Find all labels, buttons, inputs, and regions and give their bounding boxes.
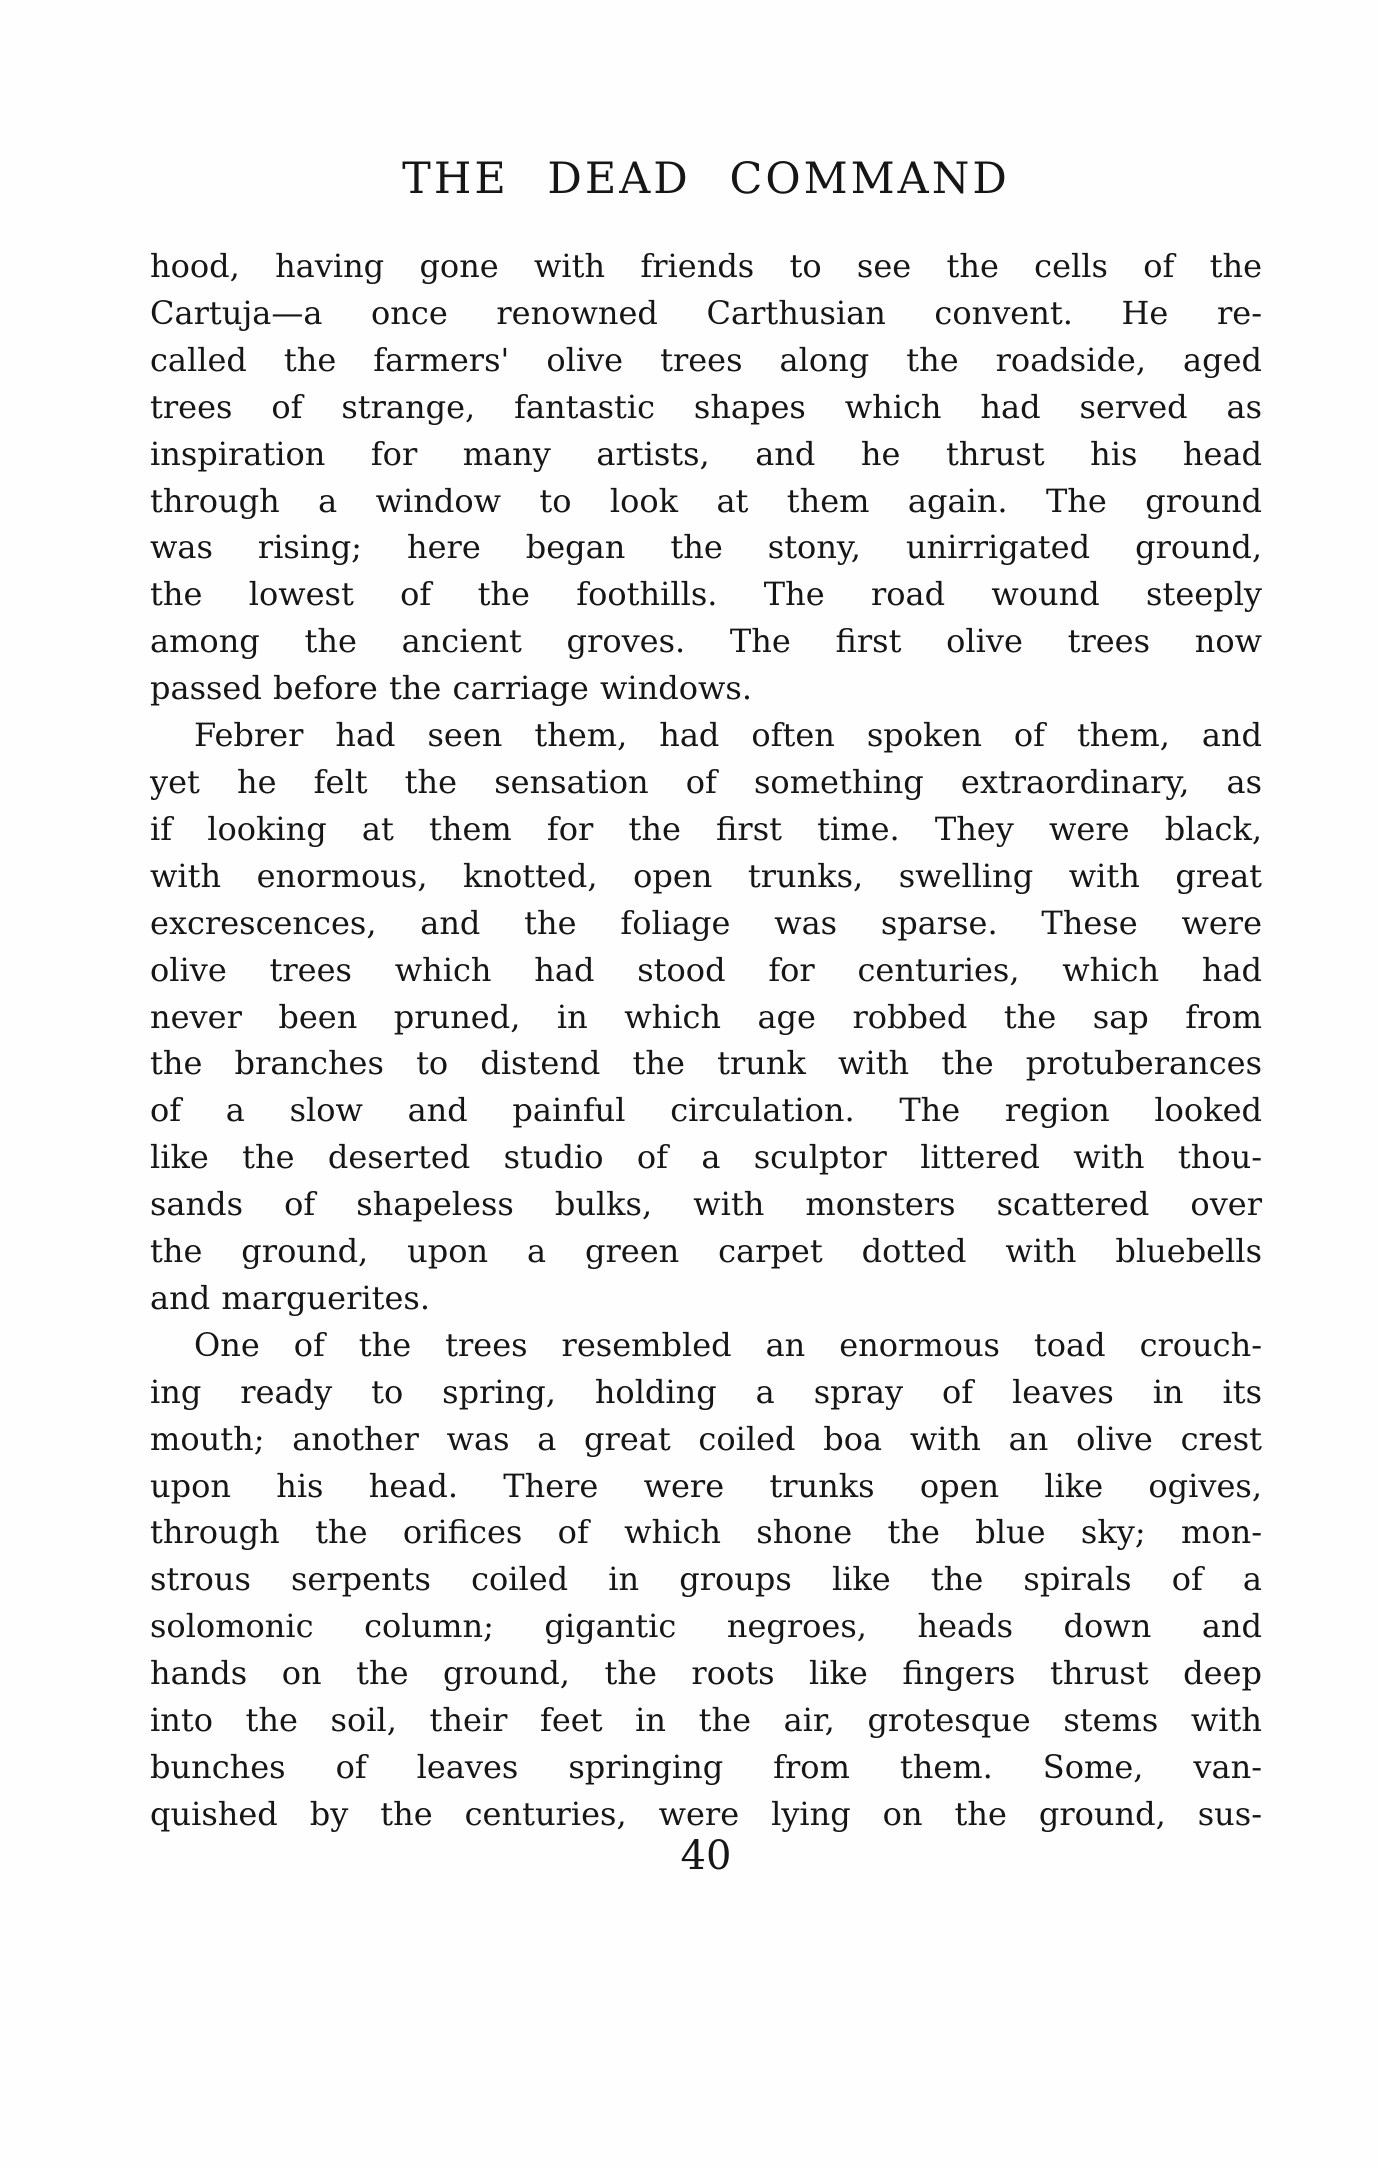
text-line: quished by the centuries, were lying on the ground, sus-	[150, 1794, 1262, 1833]
text-line: yet he felt the sensation of something extraordinary, as	[150, 762, 1262, 801]
text-line: olive trees which had stood for centuries, which had	[150, 950, 1262, 989]
text-line: mouth; another was a great coiled boa with an olive crest	[150, 1419, 1262, 1458]
text-line: Cartuja—a once renowned Carthusian convent. He re-	[150, 293, 1262, 332]
text-line: upon his head. There were trunks open like ogives,	[150, 1466, 1262, 1505]
text-line: through the orifices of which shone the blue sky; mon-	[150, 1513, 1262, 1552]
text-line: of a slow and painful circulation. The region looked	[150, 1091, 1262, 1130]
text-line: among the ancient groves. The first olive trees now	[150, 622, 1262, 661]
text-line: if looking at them for the first time. They were black,	[150, 809, 1262, 848]
running-head-title: THE DEAD COMMAND	[402, 154, 1010, 204]
text-line: ing ready to spring, holding a spray of leaves in its	[150, 1372, 1262, 1411]
text-line: inspiration for many artists, and he thrust his head	[150, 434, 1262, 473]
text-line: the branches to distend the trunk with the protuberances	[150, 1044, 1262, 1083]
text-line: hood, having gone with friends to see the cells of the	[150, 247, 1262, 285]
text-line: bunches of leaves springing from them. Some, van-	[150, 1748, 1262, 1786]
text-line: sands of shapeless bulks, with monsters scattered over	[150, 1185, 1262, 1224]
text-line: with enormous, knotted, open trunks, swelling with great	[150, 856, 1262, 895]
text-line: the ground, upon a green carpet dotted with bluebells	[150, 1232, 1262, 1271]
text-line: One of the trees resembled an enormous toad crouch-	[194, 1325, 1262, 1364]
text-line: passed before the carriage windows.	[150, 669, 752, 708]
text-line: trees of strange, fantastic shapes which had served as	[150, 387, 1262, 426]
text-line: excrescences, and the foliage was sparse. These were	[150, 903, 1262, 942]
text-line: hands on the ground, the roots like fingers thrust deep	[150, 1654, 1262, 1693]
page-number: 40	[680, 1833, 732, 1879]
text-line: was rising; here began the stony, unirrigated ground,	[150, 528, 1262, 567]
text-line: strous serpents coiled in groups like the spirals of a	[150, 1560, 1262, 1599]
text-line: and marguerites.	[150, 1278, 431, 1317]
text-line: never been pruned, in which age robbed the sap from	[150, 997, 1262, 1036]
text-line: through a window to look at them again. The ground	[150, 481, 1262, 520]
text-line: into the soil, their feet in the air, grotesque stems with	[150, 1701, 1262, 1740]
text-line: like the deserted studio of a sculptor littered with thou-	[150, 1138, 1262, 1177]
text-line: called the farmers' olive trees along the roadside, aged	[150, 340, 1262, 379]
text-line: Febrer had seen them, had often spoken of them, and	[194, 716, 1262, 755]
text-line: solomonic column; gigantic negroes, heads down and	[150, 1607, 1262, 1646]
text-line: the lowest of the foothills. The road wound steeply	[150, 575, 1262, 614]
body-text	[150, 243, 1262, 1838]
